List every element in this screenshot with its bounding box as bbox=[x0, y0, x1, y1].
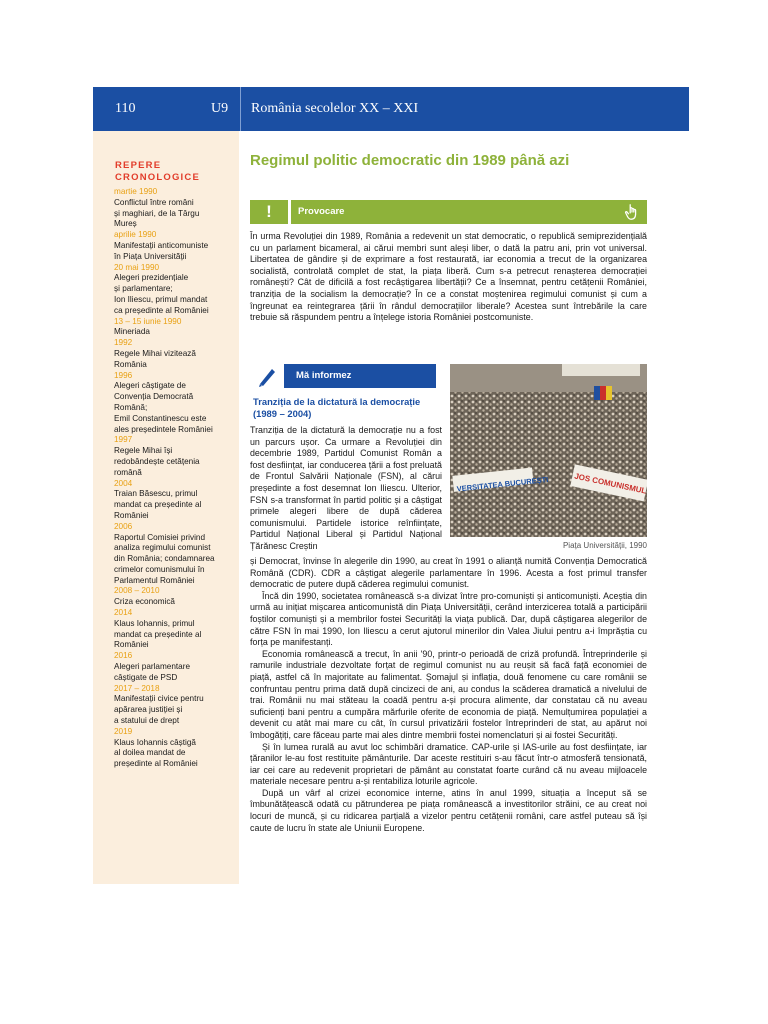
exclamation-icon: ! bbox=[266, 202, 272, 221]
chronology-event: Regele Mihai își bbox=[114, 446, 173, 456]
chronology-event: România bbox=[114, 359, 147, 369]
photo-caption: Piața Universității, 1990 bbox=[562, 541, 647, 550]
chronology-date: 2016 bbox=[114, 651, 133, 661]
chronology-date: 2019 bbox=[114, 726, 133, 736]
chronology-date: 2014 bbox=[114, 608, 133, 618]
column-text: Tranziția de la dictatură la democrație nu a fost un parcurs ușor. Ca urmare a Revoluției din decembrie 1989, Partidul Comunist Român a fost desființat, iar conducerea țării a fost preluată de Frontul Salvării Naționale (FSN), al cărui președinte a fost desemnat Ion Iliescu. Ulterior, FSN s-a transformat în partid politic și a câștigat primele alegeri libere de după căderea comunismului. Partidele istorice reînființate, Partidul Național Liberal și Partidul Național Țărănesc Creștin bbox=[250, 425, 442, 551]
paragraph: Încă din 1990, societatea românească s-a divizat între pro-comuniști și anticomuniști. Aceștia din urmă au inițiat mișcarea anticomunistă din Piața Universității, cerând interzicerea totală a participării foștilor comuniști și a membrilor fostei Securități la viața publică. Dar, după câștigarea alegerilor de către FSN în mai 1990, Ion Iliescu a cerut ajutorul minerilor din Valea Jiului pentru a-i împrăștia cu forța pe manifestanți. bbox=[250, 590, 647, 648]
chronology-event: apărarea justiției și bbox=[114, 705, 183, 715]
chronology-event: României bbox=[114, 510, 149, 520]
chronology-event: ales președintele României bbox=[114, 424, 213, 434]
chronology-date: martie 1990 bbox=[114, 187, 158, 196]
chronology-event: Traian Băsescu, primul bbox=[114, 489, 198, 499]
chronology-event: al doilea mandat de bbox=[114, 748, 186, 758]
page-header bbox=[93, 87, 689, 131]
sidebar-title: REPERE CRONOLOGICE bbox=[115, 160, 200, 183]
chronology-event: Manifestații civice pentru bbox=[114, 694, 204, 704]
photo-banner-right: JOS COMUNISMUL bbox=[573, 471, 647, 496]
chapter-title: România secolelor XX – XXI bbox=[251, 101, 419, 116]
chronology-event: și maghiari, de la Târgu bbox=[114, 208, 200, 218]
chronology-event: a statului de drept bbox=[114, 716, 180, 726]
chronology-event: Manifestații anticomuniste bbox=[114, 240, 209, 250]
chronology-event: Conflictul între români bbox=[114, 197, 194, 207]
chronology-event: analiza regimului comunist bbox=[114, 543, 211, 553]
chronology-date: 20 mai 1990 bbox=[114, 262, 160, 272]
chronology-event: României bbox=[114, 640, 149, 650]
pointing-hand-icon bbox=[623, 203, 641, 221]
chronology-event: română bbox=[114, 467, 142, 477]
chronology-event: Alegeri prezidențiale bbox=[114, 273, 189, 283]
chronology-event: câștigate de PSD bbox=[114, 672, 178, 682]
paragraph: După un vârf al crizei economice interne, atins în anul 1999, situația a început să se îmbunătățească odată cu pătrunderea pe piața românească a investitorilor străini, ce au creat noi locuri de muncă, și cu ridicarea parțială a vizelor pentru cetățenii români, care astfel puteau să își caute de lucru în state ale Uniunii Europene. bbox=[250, 787, 647, 833]
section-subtitle: Tranziția de la dictatură la democrație (1989 – 2004) bbox=[253, 396, 421, 419]
chronology-event: mandat ca președinte al bbox=[114, 629, 202, 639]
chronology-list bbox=[114, 187, 236, 770]
chronology-date: 2006 bbox=[114, 521, 133, 531]
provocare-text: În urma Revoluției din 1989, România a redevenit un stat democratic, o republică semiprezidențială cu un parlament bicameral, ai cărui membri sunt aleși liber, o dată la patru ani, prin vot universal. Libertatea de gândire și de exprimare a fost restaurată, iar economia a trecut de la organizarea socialistă, controlată complet de stat, la piața liberă. Cum s-a petrecut renașterea democrației românești? Cât de dificilă a fost recâștigarea libertății? Ce a însemnat, pentru cetățenii României, tranziția de la socialism la democrație? În ce a constat moștenirea regimului comunist și cum a îngreunat ea reintegrarea țării în rândul democrațiilor liberale? Acestea sunt întrebările la care trebuie să răspundem pentru a înțelege istoria României postcomuniste. bbox=[250, 231, 647, 323]
chronology-event: din România; condamnarea bbox=[114, 554, 215, 564]
chronology-date: 1992 bbox=[114, 338, 133, 348]
body-text bbox=[250, 556, 647, 834]
chronology-event: Mineriada bbox=[114, 327, 150, 337]
paragraph: Și în lumea rurală au avut loc schimbări dramatice. CAP-urile și IAS-urile au fost desființate, iar țăranilor le-au fost restituite pământurile. Dar aceste restituiri s-au făcut într-o atmosferă tensionată, iar cei care au redevenit proprietari de pământ au constatat foarte curând că nu aveau mijloacele materiale necesare pentru a-și rentabiliza loturile agricole. bbox=[250, 741, 647, 787]
chronology-event: mandat ca președinte al bbox=[114, 500, 202, 510]
chronology-event: Raportul Comisiei privind bbox=[114, 532, 206, 542]
chronology-date: 2017 – 2018 bbox=[114, 683, 160, 693]
photo-banner-left: VERSITATEA BUCUREȘTI bbox=[456, 474, 549, 494]
paragraph-continuation: și Democrat, învinse în alegerile din 1990, au creat în 1991 o alianță numită Convenția Democratică Română (CDR). CDR a câștigat alegerile parlamentare în 1996. Acesta a fost primul transfer democratic de putere după căderea regimului comunist. bbox=[250, 556, 647, 590]
chronology-date: 13 – 15 iunie 1990 bbox=[114, 316, 182, 326]
chronology-event: Alegeri parlamentare bbox=[114, 662, 191, 672]
chronology-event: Mureș bbox=[114, 219, 137, 229]
chronology-event: Alegeri câștigate de bbox=[114, 381, 186, 391]
header-divider bbox=[240, 87, 241, 131]
page-title: Regimul politic democratic din 1989 până azi bbox=[250, 152, 570, 169]
chronology-event: Parlamentul României bbox=[114, 575, 195, 585]
unit-label: U9 bbox=[211, 101, 229, 116]
paragraph: Economia românească a trecut, în anii '90, printr-o perioadă de criză profundă. Întreprinderile și ramurile industriale dezvoltate forțat de regimul comunist nu au reușit să facă față economiei de piață, astfel că în majoritate au falimentat. Șomajul și inflația, două fenomene cu care românii se confruntau pentru prima dată după cincizeci de ani, au condus la scăderea dramatică a nivelului de trai. Românii nu mai stăteau la coadă pentru a-și procura alimente, dar constatau că nu aveau suficienți bani pentru a cumpăra mărfurile oferite de economia de piață. Nemulțumirea populației a devenit cu atât mai mare cu cât, în cursul privatizării fostelor întreprinderi de stat, au apărut noi îmbogățiți, care făceau parte mai ales dintre membrii fostei nomenclaturi și ai fostei Securități. bbox=[250, 648, 647, 740]
chronology-event: Regele Mihai vizitează bbox=[114, 348, 196, 358]
chronology-date: 2008 – 2010 bbox=[114, 586, 160, 596]
chronology-event: redobândește cetățenia bbox=[114, 456, 200, 466]
chronology-event: Ion Iliescu, primul mandat bbox=[114, 294, 208, 304]
chronology-event: Emil Constantinescu este bbox=[114, 413, 207, 423]
chronology-event: Klaus Iohannis câștigă bbox=[114, 737, 196, 747]
chronology-event: Criza economică bbox=[114, 597, 175, 607]
chronology-event: Română; bbox=[114, 402, 148, 412]
ma-informez-banner bbox=[250, 364, 436, 388]
chronology-event: crimelor comunismului în bbox=[114, 564, 205, 574]
chronology-event: Klaus Iohannis, primul bbox=[114, 618, 195, 628]
chronology-event: în Piața Universității bbox=[114, 251, 187, 261]
chronology-date: 1996 bbox=[114, 370, 133, 380]
provocare-banner bbox=[250, 200, 647, 224]
chronology-event: Convenția Democrată bbox=[114, 392, 194, 402]
chronology-date: 1997 bbox=[114, 435, 133, 445]
chronology-sidebar bbox=[93, 131, 239, 884]
pen-icon bbox=[250, 364, 284, 388]
chronology-event: ca președinte al României bbox=[114, 305, 209, 315]
chronology-event: și parlamentare; bbox=[114, 284, 173, 294]
crowd-photo bbox=[450, 364, 647, 537]
page-number: 110 bbox=[115, 101, 136, 116]
chronology-event: președinte al României bbox=[114, 759, 198, 769]
provocare-label: Provocare bbox=[298, 206, 345, 217]
chronology-date: aprilie 1990 bbox=[114, 230, 157, 240]
ma-informez-label: Mă informez bbox=[296, 370, 352, 381]
chronology-date: 2004 bbox=[114, 478, 133, 488]
